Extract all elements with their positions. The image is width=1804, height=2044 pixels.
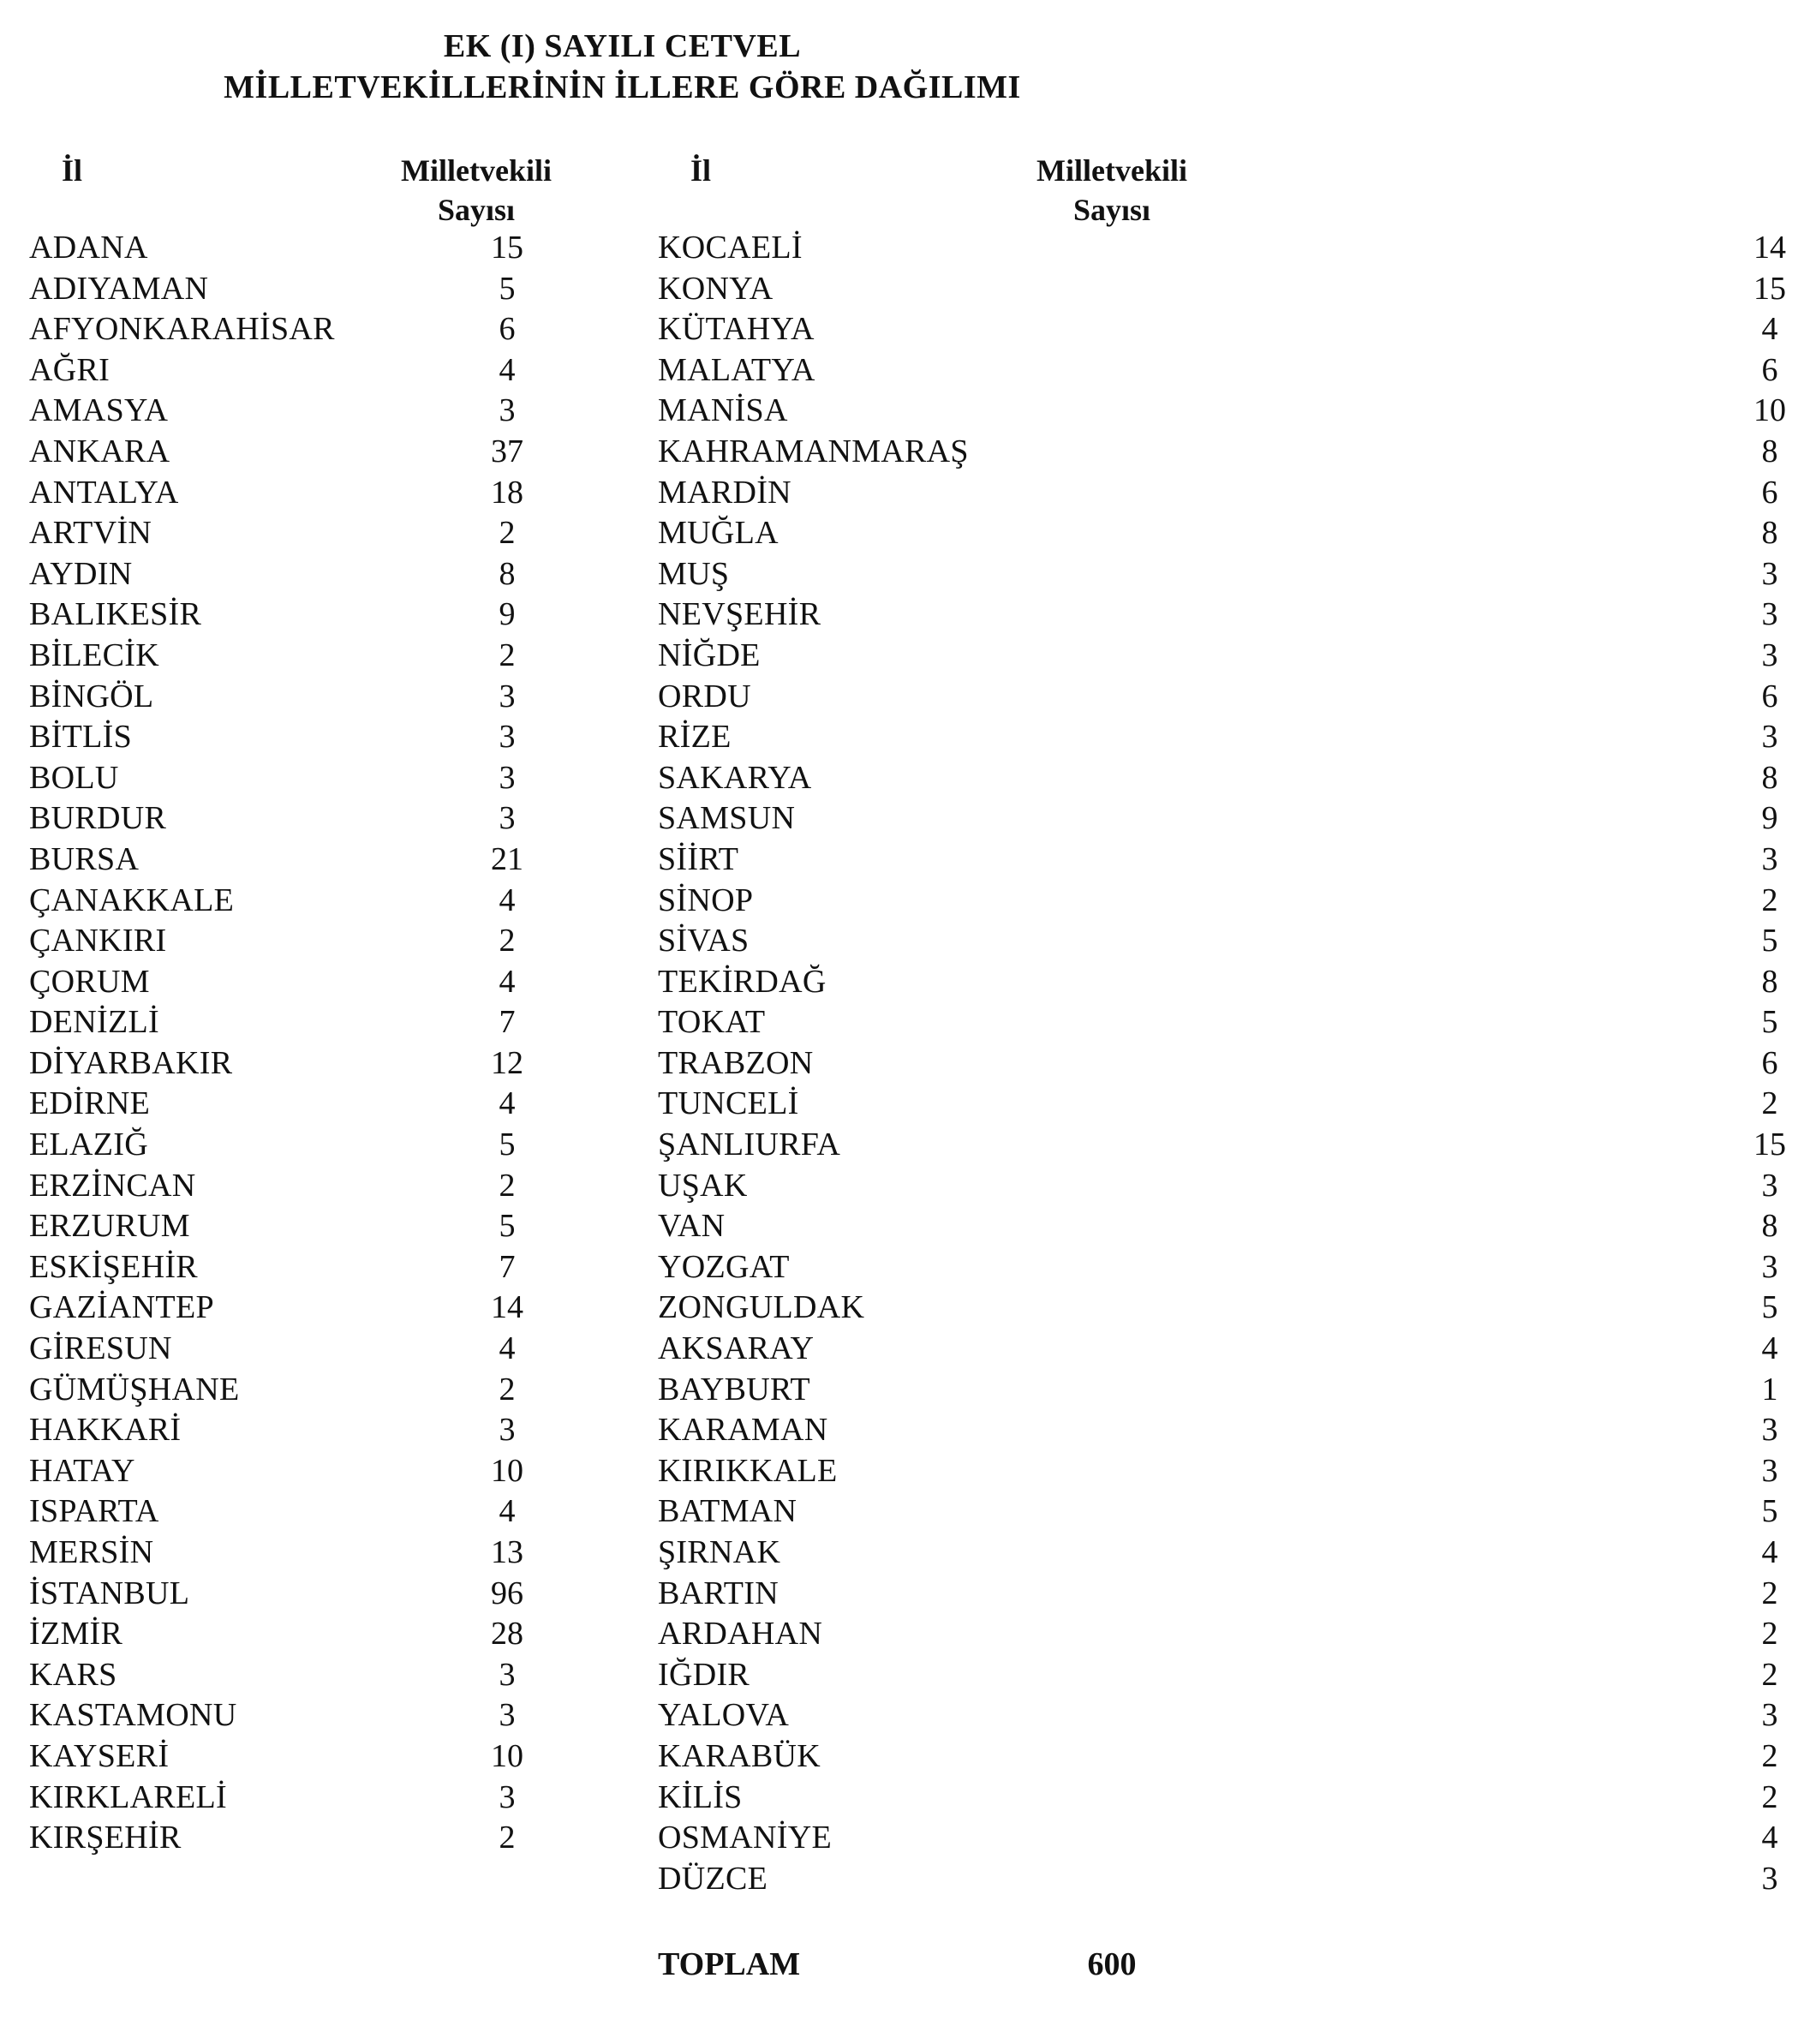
province-name: AYDIN: [29, 555, 133, 592]
province-name: KAHRAMANMARAŞ: [658, 433, 969, 469]
province-name: GAZİANTEP: [29, 1289, 214, 1326]
deputy-count: 8: [1761, 759, 1778, 796]
province-name: KARAMAN: [658, 1412, 828, 1449]
deputy-count: 13: [491, 1534, 523, 1570]
deputy-count: 2: [1761, 1085, 1778, 1122]
deputy-count: 2: [1761, 882, 1778, 918]
deputy-count: 9: [1761, 800, 1778, 837]
province-name: ZONGULDAK: [658, 1289, 865, 1326]
deputy-count: 2: [499, 923, 516, 959]
deputy-count: 5: [1761, 923, 1778, 959]
deputy-count: 18: [491, 474, 523, 511]
province-name: AĞRI: [29, 351, 111, 388]
deputy-count: 4: [499, 882, 516, 918]
deputy-count: 3: [499, 392, 516, 429]
province-name: ANKARA: [29, 433, 170, 469]
deputy-count: 21: [491, 840, 523, 877]
deputy-count: 3: [1761, 1167, 1778, 1204]
deputy-count: 5: [1761, 1493, 1778, 1530]
deputy-count: 1: [1761, 1371, 1778, 1407]
province-name: BİTLİS: [29, 719, 133, 756]
deputy-count: 8: [1761, 963, 1778, 1000]
deputy-count: 12: [491, 1044, 523, 1081]
province-name: SAKARYA: [658, 759, 812, 796]
document-title: EK (I) SAYILI CETVEL: [443, 28, 802, 64]
province-name: MUĞLA: [658, 515, 779, 552]
deputy-count: 3: [499, 759, 516, 796]
deputy-count: 4: [499, 1085, 516, 1122]
province-name: BAYBURT: [658, 1371, 810, 1407]
deputy-count: 8: [1761, 1208, 1778, 1245]
deputy-count: 8: [1761, 515, 1778, 552]
province-name: DİYARBAKIR: [29, 1044, 233, 1081]
province-name: ESKİŞEHİR: [29, 1248, 198, 1285]
right-province-header: İl: [690, 153, 712, 188]
deputy-count: 3: [1761, 719, 1778, 756]
province-name: KONYA: [658, 270, 774, 307]
province-name: KIRIKKALE: [658, 1452, 838, 1489]
province-name: TEKİRDAĞ: [658, 963, 827, 1000]
province-name: KAYSERİ: [29, 1737, 170, 1774]
deputy-count: 14: [1753, 230, 1786, 266]
province-name: KOCAELİ: [658, 230, 803, 266]
province-name: ERZURUM: [29, 1208, 190, 1245]
deputy-count: 15: [1753, 270, 1786, 307]
deputy-count: 2: [499, 1820, 516, 1856]
province-name: ARDAHAN: [658, 1616, 823, 1653]
province-name: YALOVA: [658, 1697, 790, 1734]
province-name: EDİRNE: [29, 1085, 151, 1122]
province-name: DÜZCE: [658, 1860, 768, 1897]
right-count-header-line2: Sayısı: [1072, 193, 1151, 227]
province-name: BOLU: [29, 759, 119, 796]
deputy-count: 3: [1761, 1452, 1778, 1489]
deputy-count: 3: [1761, 637, 1778, 673]
deputy-count: 2: [1761, 1737, 1778, 1774]
province-name: İSTANBUL: [29, 1575, 190, 1611]
deputy-count: 28: [491, 1616, 523, 1653]
left-count-header-line2: Sayısı: [437, 193, 516, 227]
deputy-count: 6: [1761, 351, 1778, 388]
province-name: MARDİN: [658, 474, 791, 511]
province-name: BALIKESİR: [29, 596, 202, 633]
deputy-count: 3: [1761, 1412, 1778, 1449]
deputy-count: 10: [1753, 392, 1786, 429]
province-name: KASTAMONU: [29, 1697, 237, 1734]
deputy-count: 2: [1761, 1575, 1778, 1611]
province-name: GÜMÜŞHANE: [29, 1371, 240, 1407]
province-name: ELAZIĞ: [29, 1127, 148, 1163]
deputy-count: 37: [491, 433, 523, 469]
province-name: VAN: [658, 1208, 726, 1245]
deputy-count: 3: [499, 1697, 516, 1734]
province-name: BATMAN: [658, 1493, 797, 1530]
province-name: UŞAK: [658, 1167, 748, 1204]
province-name: BİNGÖL: [29, 678, 154, 714]
deputy-count: 4: [499, 1493, 516, 1530]
province-name: MUŞ: [658, 555, 730, 592]
province-name: ORDU: [658, 678, 751, 714]
province-name: BURSA: [29, 840, 140, 877]
province-name: YOZGAT: [658, 1248, 790, 1285]
deputy-count: 3: [499, 678, 516, 714]
deputy-count: 4: [1761, 1330, 1778, 1367]
province-name: ARTVİN: [29, 515, 152, 552]
deputy-count: 6: [1761, 1044, 1778, 1081]
province-name: ŞIRNAK: [658, 1534, 781, 1570]
right-count-header-line1: Milletvekili: [1036, 153, 1187, 188]
total-label: TOPLAM: [658, 1946, 801, 1982]
deputy-count: 10: [491, 1452, 523, 1489]
province-name: OSMANİYE: [658, 1820, 832, 1856]
deputy-count: 4: [1761, 1820, 1778, 1856]
deputy-count: 7: [499, 1004, 516, 1041]
province-name: ÇANAKKALE: [29, 882, 235, 918]
deputy-count: 9: [499, 596, 516, 633]
deputy-count: 2: [1761, 1656, 1778, 1693]
province-name: SİVAS: [658, 923, 750, 959]
deputy-count: 5: [499, 1127, 516, 1163]
deputy-count: 4: [1761, 311, 1778, 348]
province-name: KİLİS: [658, 1778, 743, 1815]
deputy-count: 5: [499, 270, 516, 307]
province-name: MERSİN: [29, 1534, 154, 1570]
province-name: KÜTAHYA: [658, 311, 815, 348]
deputy-count: 3: [499, 719, 516, 756]
deputy-count: 96: [491, 1575, 523, 1611]
province-name: RİZE: [658, 719, 732, 756]
deputy-count: 2: [499, 1371, 516, 1407]
deputy-count: 2: [1761, 1616, 1778, 1653]
deputy-count: 7: [499, 1248, 516, 1285]
deputy-count: 3: [499, 1412, 516, 1449]
province-name: AMASYA: [29, 392, 169, 429]
deputy-count: 2: [499, 637, 516, 673]
province-name: BİLECİK: [29, 637, 159, 673]
document-subtitle: MİLLETVEKİLLERİNİN İLLERE GÖRE DAĞILIMI: [224, 69, 1021, 105]
deputy-count: 14: [491, 1289, 523, 1326]
province-name: SİİRT: [658, 840, 739, 877]
province-name: KARABÜK: [658, 1737, 821, 1774]
total-value: 600: [1087, 1946, 1137, 1982]
deputy-count: 8: [499, 555, 516, 592]
deputy-count: 10: [491, 1737, 523, 1774]
province-name: TUNCELİ: [658, 1085, 799, 1122]
deputy-count: 6: [1761, 474, 1778, 511]
deputy-count: 4: [499, 1330, 516, 1367]
province-name: NEVŞEHİR: [658, 596, 821, 633]
deputy-count: 2: [499, 515, 516, 552]
province-name: ŞANLIURFA: [658, 1127, 841, 1163]
deputy-count: 2: [499, 1167, 516, 1204]
province-name: DENİZLİ: [29, 1004, 159, 1041]
province-name: HATAY: [29, 1452, 135, 1489]
province-name: ÇORUM: [29, 963, 150, 1000]
province-name: IĞDIR: [658, 1656, 750, 1693]
deputy-count: 3: [1761, 555, 1778, 592]
deputy-count: 3: [1761, 840, 1778, 877]
deputy-count: 8: [1761, 433, 1778, 469]
province-name: MALATYA: [658, 351, 815, 388]
deputy-count: 3: [499, 1656, 516, 1693]
province-name: KIRŞEHİR: [29, 1820, 182, 1856]
left-province-header: İl: [62, 153, 83, 188]
deputy-count: 15: [1753, 1127, 1786, 1163]
deputy-count: 6: [499, 311, 516, 348]
deputy-count: 5: [1761, 1004, 1778, 1041]
province-name: SAMSUN: [658, 800, 796, 837]
deputy-count: 2: [1761, 1778, 1778, 1815]
province-name: KARS: [29, 1656, 117, 1693]
province-name: HAKKARİ: [29, 1412, 182, 1449]
province-name: SİNOP: [658, 882, 754, 918]
province-name: TOKAT: [658, 1004, 766, 1041]
province-name: NİĞDE: [658, 637, 761, 673]
left-count-header-line1: Milletvekili: [401, 153, 552, 188]
deputy-count: 3: [1761, 1248, 1778, 1285]
deputy-count: 4: [1761, 1534, 1778, 1570]
deputy-count: 3: [1761, 1860, 1778, 1897]
province-name: GİRESUN: [29, 1330, 172, 1367]
deputy-count: 3: [1761, 596, 1778, 633]
province-name: KIRKLARELİ: [29, 1778, 227, 1815]
deputy-count: 5: [1761, 1289, 1778, 1326]
province-name: TRABZON: [658, 1044, 814, 1081]
province-name: İZMİR: [29, 1616, 123, 1653]
deputy-count: 3: [1761, 1697, 1778, 1734]
deputy-count: 5: [499, 1208, 516, 1245]
province-name: ADANA: [29, 230, 148, 266]
province-name: ADIYAMAN: [29, 270, 209, 307]
province-name: BURDUR: [29, 800, 167, 837]
province-name: BARTIN: [658, 1575, 779, 1611]
deputy-count: 4: [499, 351, 516, 388]
province-name: MANİSA: [658, 392, 788, 429]
province-name: AKSARAY: [658, 1330, 815, 1367]
province-name: ISPARTA: [29, 1493, 159, 1530]
deputy-count: 4: [499, 963, 516, 1000]
province-name: ANTALYA: [29, 474, 179, 511]
deputy-count: 6: [1761, 678, 1778, 714]
province-name: ERZİNCAN: [29, 1167, 196, 1204]
deputy-count: 15: [491, 230, 523, 266]
deputy-count: 3: [499, 1778, 516, 1815]
deputy-count: 3: [499, 800, 516, 837]
province-name: AFYONKARAHİSAR: [29, 311, 335, 348]
province-name: ÇANKIRI: [29, 923, 167, 959]
